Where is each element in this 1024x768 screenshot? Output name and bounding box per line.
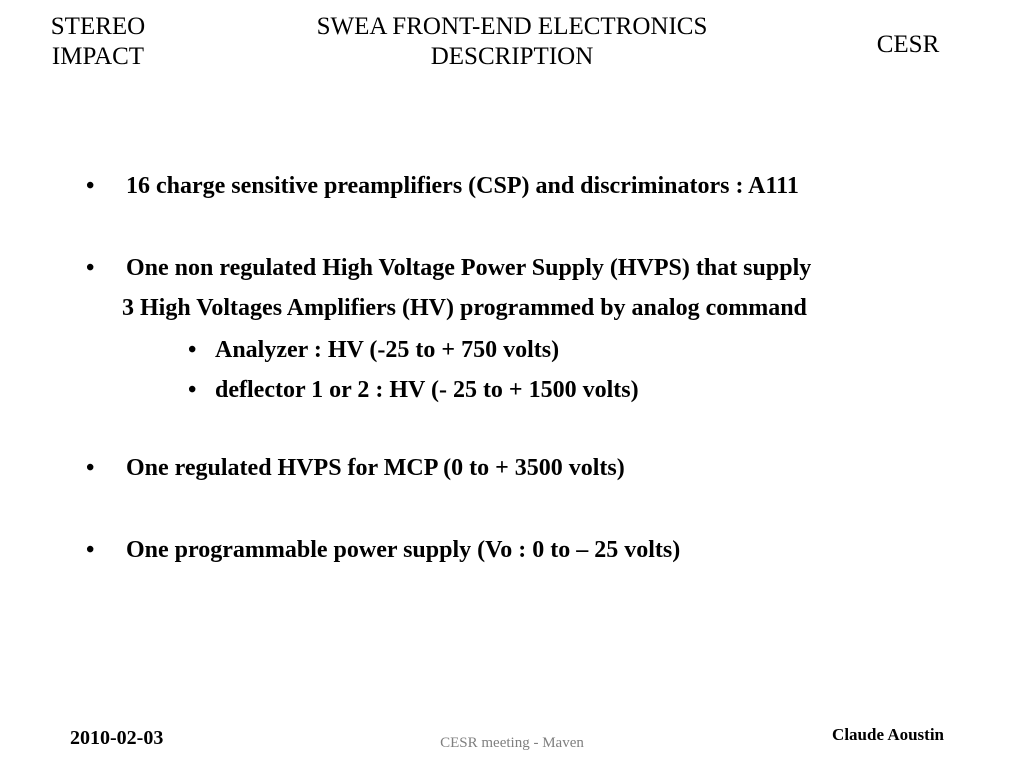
sub-bullet-analyzer — [188, 335, 559, 365]
bullet-text: One programmable power supply (Vo : 0 to – 25 volts) — [126, 537, 681, 563]
sub-bullet-dot: • — [188, 337, 197, 363]
bullet-dot: • — [86, 455, 95, 481]
bullet-continuation: 3 High Voltages Amplifiers (HV) programmed by analog command — [122, 295, 807, 321]
slide-title-line1: SWEA FRONT-END ELECTRONICS — [316, 13, 708, 40]
bullet-text: 16 charge sensitive preamplifiers (CSP) and discriminators : A111 — [126, 173, 799, 199]
slide-title-line2: DESCRIPTION — [430, 43, 594, 70]
bullet-item-mcp — [86, 453, 625, 483]
bullet-item-power-supply — [86, 535, 680, 565]
sub-bullet-text: deflector 1 or 2 : HV (- 25 to + 1500 volts) — [215, 377, 639, 403]
bullet-dot: • — [86, 255, 95, 281]
footer-date: 2010-02-03 — [70, 727, 164, 749]
sub-bullet-deflector — [188, 375, 639, 405]
bullet-text: One regulated HVPS for MCP (0 to + 3500 volts) — [126, 455, 625, 481]
sub-bullet-dot: • — [188, 377, 197, 403]
footer-author: Claude Aoustin — [832, 725, 944, 744]
bullet-item-hvps — [86, 253, 811, 283]
header-left-line2: IMPACT — [51, 43, 145, 70]
bullet-dot: • — [86, 173, 95, 199]
header-left-line1: STEREO — [50, 13, 146, 40]
bullet-text: One non regulated High Voltage Power Supply (HVPS) that supply — [126, 255, 812, 281]
sub-bullet-text: Analyzer : HV (-25 to + 750 volts) — [215, 337, 560, 363]
footer-center-text: CESR meeting - Maven — [440, 735, 584, 751]
bullet-dot: • — [86, 537, 95, 563]
header-right-label: CESR — [876, 31, 940, 58]
bullet-item-csp — [86, 171, 799, 201]
